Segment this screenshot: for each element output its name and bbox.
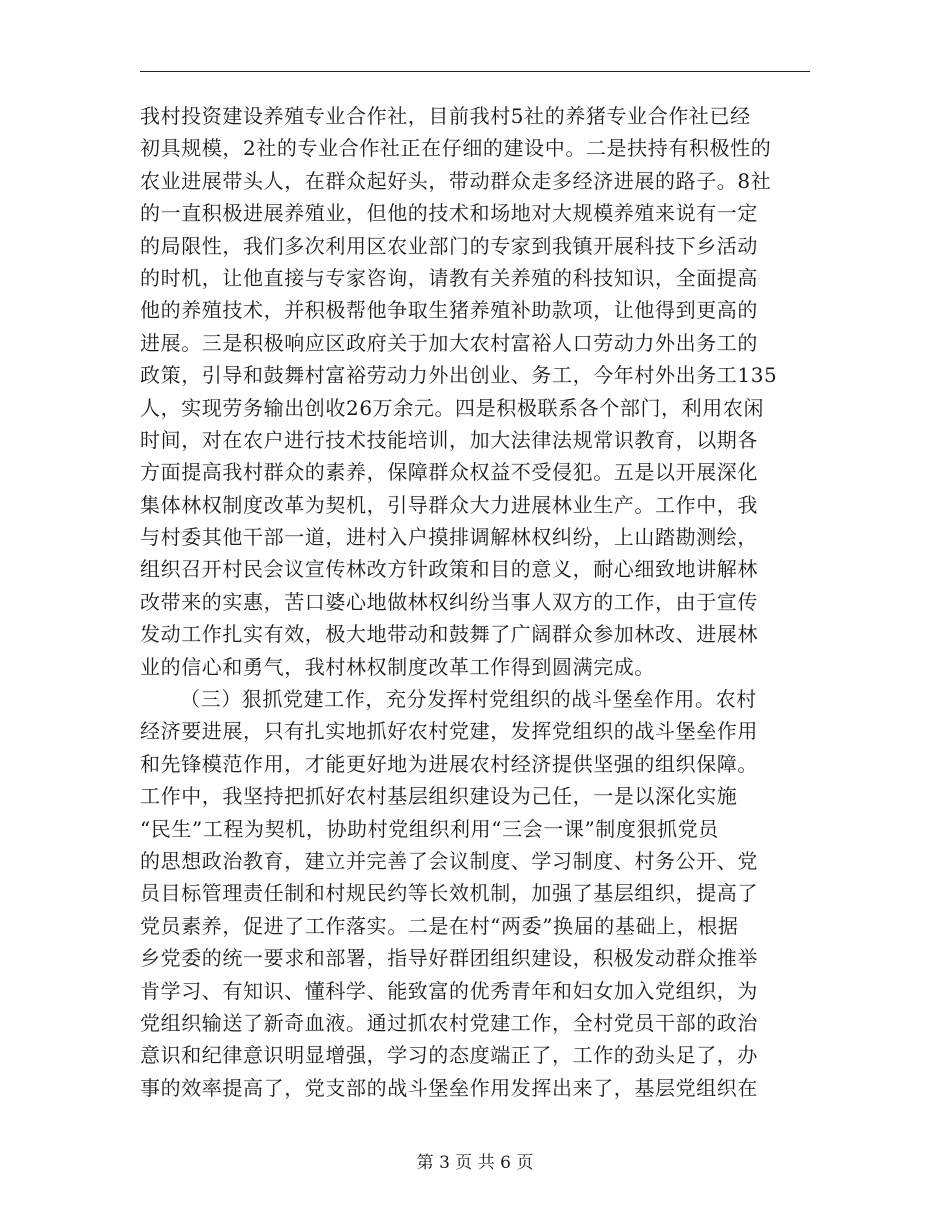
text-line: 发动工作扎实有效，极大地带动和鼓舞了广阔群众参加林改、进展林 bbox=[140, 622, 758, 647]
text-line: 经济要进展，只有扎实地抓好农村党建，发挥党组织的战斗堡垒作用 bbox=[140, 719, 758, 744]
text-line: 业的信心和勇气，我村林权制度改革工作得到圆满完成。 bbox=[140, 654, 655, 679]
text-line: 政策，引导和鼓舞村富裕劳动力外出创业、务工，今年村外出务工135 bbox=[140, 363, 778, 388]
text-line: 组织召开村民会议宣传林改方针政策和目的意义，耐心细致地讲解林 bbox=[140, 557, 758, 582]
body-text bbox=[140, 100, 820, 1104]
text-line: 党员素养，促进了工作落实。二是在村“两委”换届的基础上，根据 bbox=[140, 913, 739, 938]
text-line: 与村委其他干部一道，进村入户摸排调解林权纠纷，上山踏勘测绘， bbox=[140, 525, 758, 550]
text-line: 乡党委的统一要求和部署，指导好群团组织建设，积极发动群众推举 bbox=[140, 946, 758, 971]
text-line: 农业进展带头人，在群众起好头，带动群众走多经济进展的路子。8社 bbox=[140, 168, 772, 193]
text-line: 事的效率提高了，党支部的战斗堡垒作用发挥出来了，基层党组织在 bbox=[140, 1075, 758, 1100]
text-line: 方面提高我村群众的素养，保障群众权益不受侵犯。五是以开展深化 bbox=[140, 460, 758, 485]
text-line: 初具规模，2社的专业合作社正在仔细的建设中。二是扶持有积极性的 bbox=[140, 136, 772, 161]
text-line: 的时机，让他直接与专家咨询，请教有关养殖的科技知识，全面提高 bbox=[140, 265, 758, 290]
text-line: 工作中，我坚持把抓好农村基层组织建设为己任，一是以深化实施 bbox=[140, 784, 738, 809]
text-line: 党组织输送了新奇血液。通过抓农村党建工作，全村党员干部的政治 bbox=[140, 1010, 758, 1035]
text-line: 进展。三是积极响应区政府关于加大农村富裕人口劳动力外出务工的 bbox=[140, 330, 758, 355]
text-line: 改带来的实惠，苦口婆心地做林权纠纷当事人双方的工作，由于宣传 bbox=[140, 589, 758, 614]
text-line: 我村投资建设养殖专业合作社，目前我村5社的养猪专业合作社已经 bbox=[140, 104, 751, 128]
text-line: 的思想政治教育，建立并完善了会议制度、学习制度、村务公开、党 bbox=[140, 848, 758, 873]
text-line: “民生”工程为契机，协助村党组织利用“三会一课”制度狠抓党员 bbox=[140, 816, 719, 841]
text-line: 肯学习、有知识、懂科学、能致富的优秀青年和妇女加入党组织，为 bbox=[140, 978, 758, 1003]
page-number-footer: 第 3 页 共 6 页 bbox=[416, 1153, 534, 1173]
text-line: 集体林权制度改革为契机，引导群众大力进展林业生产。工作中，我 bbox=[140, 492, 758, 517]
text-line: 意识和纪律意识明显增强，学习的态度端正了，工作的劲头足了，办 bbox=[140, 1043, 758, 1068]
header-rule bbox=[140, 71, 810, 72]
text-line: 和先锋模范作用，才能更好地为进展农村经济提供坚强的组织保障。 bbox=[140, 751, 758, 776]
text-line: 时间，对在农户进行技术技能培训，加大法律法规常识教育，以期各 bbox=[140, 427, 758, 452]
text-line: 他的养殖技术，并积极帮他争取生猪养殖补助款项，让他得到更高的 bbox=[140, 298, 758, 323]
section-heading-line: （三）狠抓党建工作，充分发挥村党组织的战斗堡垒作用。农村 bbox=[180, 687, 757, 712]
text-line: 人，实现劳务输出创收26万余元。四是积极联系各个部门，利用农闲 bbox=[140, 395, 765, 420]
text-line: 的一直积极进展养殖业，但他的技术和场地对大规模养殖来说有一定 bbox=[140, 201, 758, 226]
text-line: 的局限性，我们多次利用区农业部门的专家到我镇开展科技下乡活动 bbox=[140, 233, 758, 258]
text-line: 员目标管理责任制和村规民约等长效机制，加强了基层组织，提高了 bbox=[140, 881, 758, 906]
